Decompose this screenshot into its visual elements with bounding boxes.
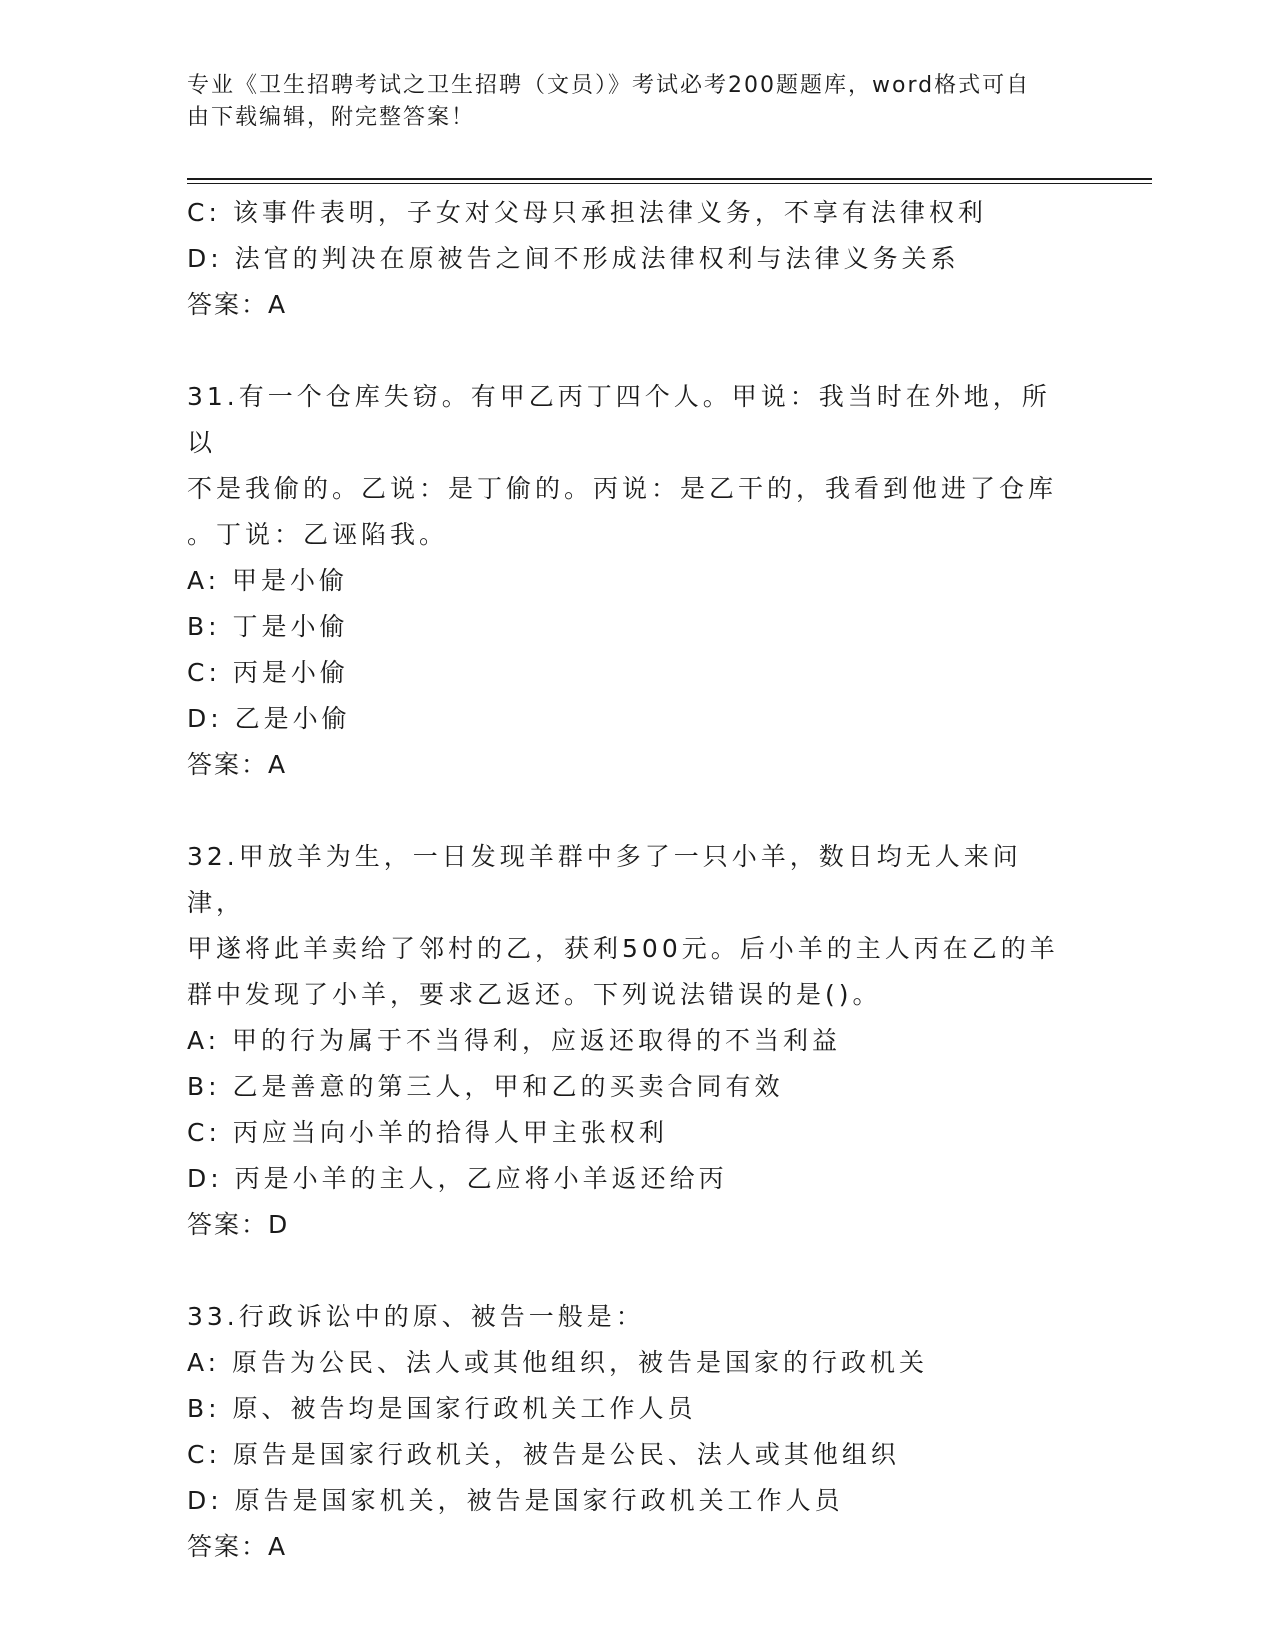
spacer (187, 328, 1087, 374)
header-line-1: 专业《卫生招聘考试之卫生招聘（文员）》考试必考200题题库，word格式可自 (187, 73, 1031, 98)
option-d: D: 丙是小羊的主人，乙应将小羊返还给丙 (187, 1164, 728, 1193)
question-32 (187, 834, 1087, 1248)
question-stem-line: 31.有一个仓库失窃。有甲乙丙丁四个人。甲说：我当时在外地，所以 (187, 382, 1051, 457)
option-c: C: 该事件表明，子女对父母只承担法律义务，不享有法律权利 (187, 198, 987, 227)
option-c: C: 丙是小偷 (187, 658, 349, 687)
question-stem-line: 32.甲放羊为生，一日发现羊群中多了一只小羊，数日均无人来问津， (187, 842, 1022, 917)
header-divider-thick (187, 178, 1152, 180)
question-stem-line: 甲遂将此羊卖给了邻村的乙，获利500元。后小羊的主人丙在乙的羊 (187, 934, 1059, 963)
question-31 (187, 374, 1087, 788)
answer: 答案：D (187, 1210, 290, 1239)
spacer (187, 1248, 1087, 1294)
question-stem (187, 1294, 1067, 1340)
question-stem-line: 33.行政诉讼中的原、被告一般是： (187, 1302, 645, 1331)
answer: 答案：A (187, 1532, 288, 1561)
answer: 答案：A (187, 750, 288, 779)
answer: 答案：A (187, 290, 288, 319)
option-d: D: 乙是小偷 (187, 704, 351, 733)
option-b: B: 原、被告均是国家行政机关工作人员 (187, 1394, 697, 1423)
question-stem-line: 群中发现了小羊，要求乙返还。下列说法错误的是()。 (187, 980, 882, 1009)
question-stem-line: 。丁说：乙诬陷我。 (187, 520, 449, 549)
option-d: D: 法官的判决在原被告之间不形成法律权利与法律义务关系 (187, 244, 960, 273)
option-b: B: 丁是小偷 (187, 612, 349, 641)
option-a: A: 甲的行为属于不当得利，应返还取得的不当利益 (187, 1026, 842, 1055)
option-c: C: 原告是国家行政机关，被告是公民、法人或其他组织 (187, 1440, 900, 1469)
question-stem (187, 374, 1067, 558)
question-content (187, 190, 1087, 1570)
question-stem (187, 834, 1067, 1018)
option-c: C: 丙应当向小羊的拾得人甲主张权利 (187, 1118, 668, 1147)
question-stem-line: 不是我偷的。乙说：是丁偷的。丙说：是乙干的，我看到他进了仓库 (187, 474, 1058, 503)
option-a: A: 原告为公民、法人或其他组织，被告是国家的行政机关 (187, 1348, 929, 1377)
page-header (187, 70, 1067, 134)
question-30-tail (187, 190, 1087, 328)
spacer (187, 788, 1087, 834)
header-line-2: 由下载编辑，附完整答案！ (187, 105, 476, 130)
option-a: A: 甲是小偷 (187, 566, 349, 595)
option-b: B: 乙是善意的第三人，甲和乙的买卖合同有效 (187, 1072, 784, 1101)
header-divider-thin (187, 183, 1152, 184)
option-d: D: 原告是国家机关，被告是国家行政机关工作人员 (187, 1486, 844, 1515)
question-33 (187, 1294, 1087, 1570)
